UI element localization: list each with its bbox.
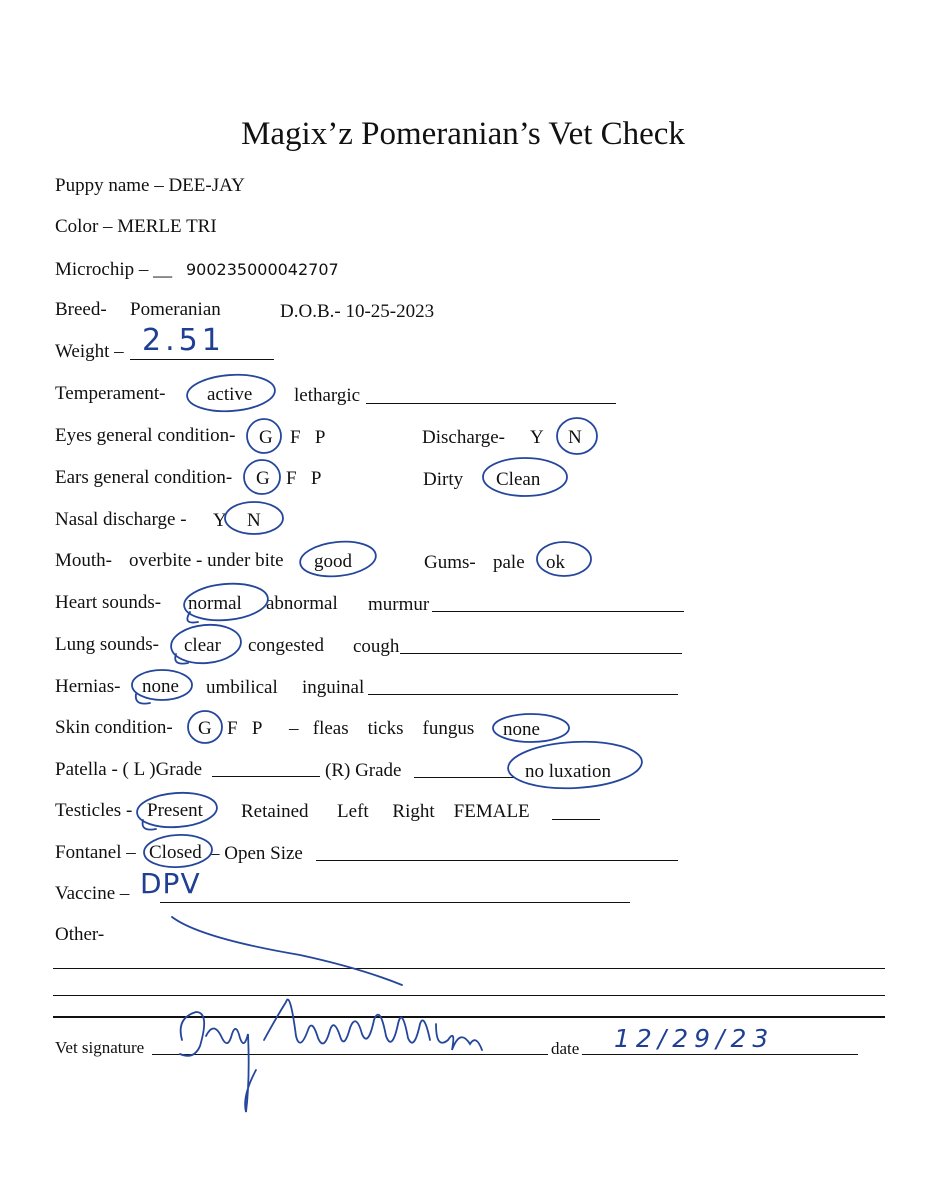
dirty-label: Dirty	[423, 469, 464, 490]
nasal-label: Nasal discharge -	[55, 509, 187, 530]
circle-skin-g	[188, 711, 222, 743]
nasal-y: Y	[213, 510, 227, 531]
ears-fp: F P	[286, 468, 322, 489]
microchip-value: 900235000042707	[186, 260, 339, 279]
mouth-good: good	[314, 551, 352, 572]
temperament-label: Temperament-	[55, 383, 166, 404]
ears-g: G	[256, 468, 270, 489]
other-label: Other-	[55, 924, 105, 945]
testicles-present: Present	[147, 800, 203, 821]
lung-cough: cough	[353, 636, 400, 657]
gums-label: Gums-	[424, 552, 476, 573]
vaccine-label: Vaccine –	[55, 883, 130, 904]
patella-value: no luxation	[525, 761, 612, 782]
date-handwritten: 12/29/23	[614, 1024, 775, 1053]
heart-label: Heart sounds-	[55, 592, 162, 613]
ears-label: Ears general condition-	[55, 467, 233, 488]
heart-abnormal: abnormal	[266, 593, 338, 614]
clean-label: Clean	[496, 469, 541, 490]
circle-clean	[483, 458, 567, 496]
skin-options: – fleas ticks fungus	[289, 718, 475, 739]
skin-g: G	[198, 718, 212, 739]
discharge-label: Discharge-	[422, 427, 506, 448]
hernias-label: Hernias-	[55, 676, 121, 697]
heart-murmur: murmur	[368, 594, 430, 615]
puppy-name-line: Puppy name – DEE-JAY	[55, 175, 245, 196]
nasal-n: N	[247, 510, 261, 531]
skin-fp: F P	[227, 718, 263, 739]
hernias-none: none	[142, 676, 179, 697]
gums-ok: ok	[546, 552, 565, 573]
gums-pale: pale	[493, 552, 525, 573]
circle-nasal-n	[225, 502, 283, 534]
discharge-y: Y	[530, 427, 544, 448]
weight-handwritten: 2.51	[142, 323, 225, 358]
circle-eyes-g	[247, 419, 281, 453]
document-title: Magix’z Pomeranian’s Vet Check	[241, 116, 685, 152]
eyes-fp: F P	[290, 427, 326, 448]
circle-none-hernia	[132, 670, 192, 700]
signature-label: Vet signature	[55, 1038, 145, 1057]
circle-skin-none	[493, 714, 569, 742]
skin-none: none	[503, 719, 540, 740]
lung-clear: clear	[184, 635, 221, 656]
breed-label: Breed-	[55, 299, 107, 320]
color-line: Color – MERLE TRI	[55, 216, 217, 237]
breed-value: Pomeranian	[130, 299, 221, 320]
weight-label: Weight –	[55, 341, 124, 362]
testicles-label: Testicles -	[55, 800, 133, 821]
skin-label: Skin condition-	[55, 717, 173, 738]
mouth-label: Mouth-	[55, 550, 112, 571]
circle-discharge-n	[557, 418, 597, 454]
patella-left-label: Patella - ( L )Grade	[55, 759, 202, 780]
temperament-active: active	[207, 384, 253, 405]
mouth-options: overbite - under bite	[129, 550, 284, 571]
fontanel-open: – Open Size	[210, 843, 303, 864]
circle-present	[136, 790, 218, 829]
circle-ok	[537, 542, 591, 576]
vaccine-handwritten: DPV	[140, 867, 201, 900]
eyes-label: Eyes general condition-	[55, 425, 236, 446]
circle-clear	[169, 622, 242, 666]
fontanel-closed: Closed	[149, 842, 202, 863]
circle-normal	[183, 580, 270, 623]
fontanel-label: Fontanel –	[55, 842, 136, 863]
eyes-g: G	[259, 427, 273, 448]
circle-ears-g	[244, 460, 280, 494]
hernias-inguinal: inguinal	[302, 677, 365, 698]
dob-line: D.O.B.- 10-25-2023	[280, 301, 435, 322]
circle-closed	[143, 833, 213, 869]
microchip-label: Microchip – __	[55, 259, 173, 280]
pen-stroke	[172, 917, 402, 985]
circle-good	[298, 538, 377, 580]
hernias-umbilical: umbilical	[206, 677, 278, 698]
heart-normal: normal	[188, 593, 242, 614]
vet-signature	[180, 1000, 482, 1112]
circle-no-luxation	[507, 739, 643, 792]
lung-congested: congested	[248, 635, 324, 656]
patella-right-label: (R) Grade	[325, 760, 402, 781]
discharge-n: N	[568, 427, 582, 448]
date-label: date	[551, 1039, 580, 1058]
circle-active	[186, 372, 276, 414]
temperament-lethargic: lethargic	[294, 385, 361, 406]
testicles-options: Retained Left Right FEMALE	[241, 801, 530, 822]
lung-label: Lung sounds-	[55, 634, 159, 655]
